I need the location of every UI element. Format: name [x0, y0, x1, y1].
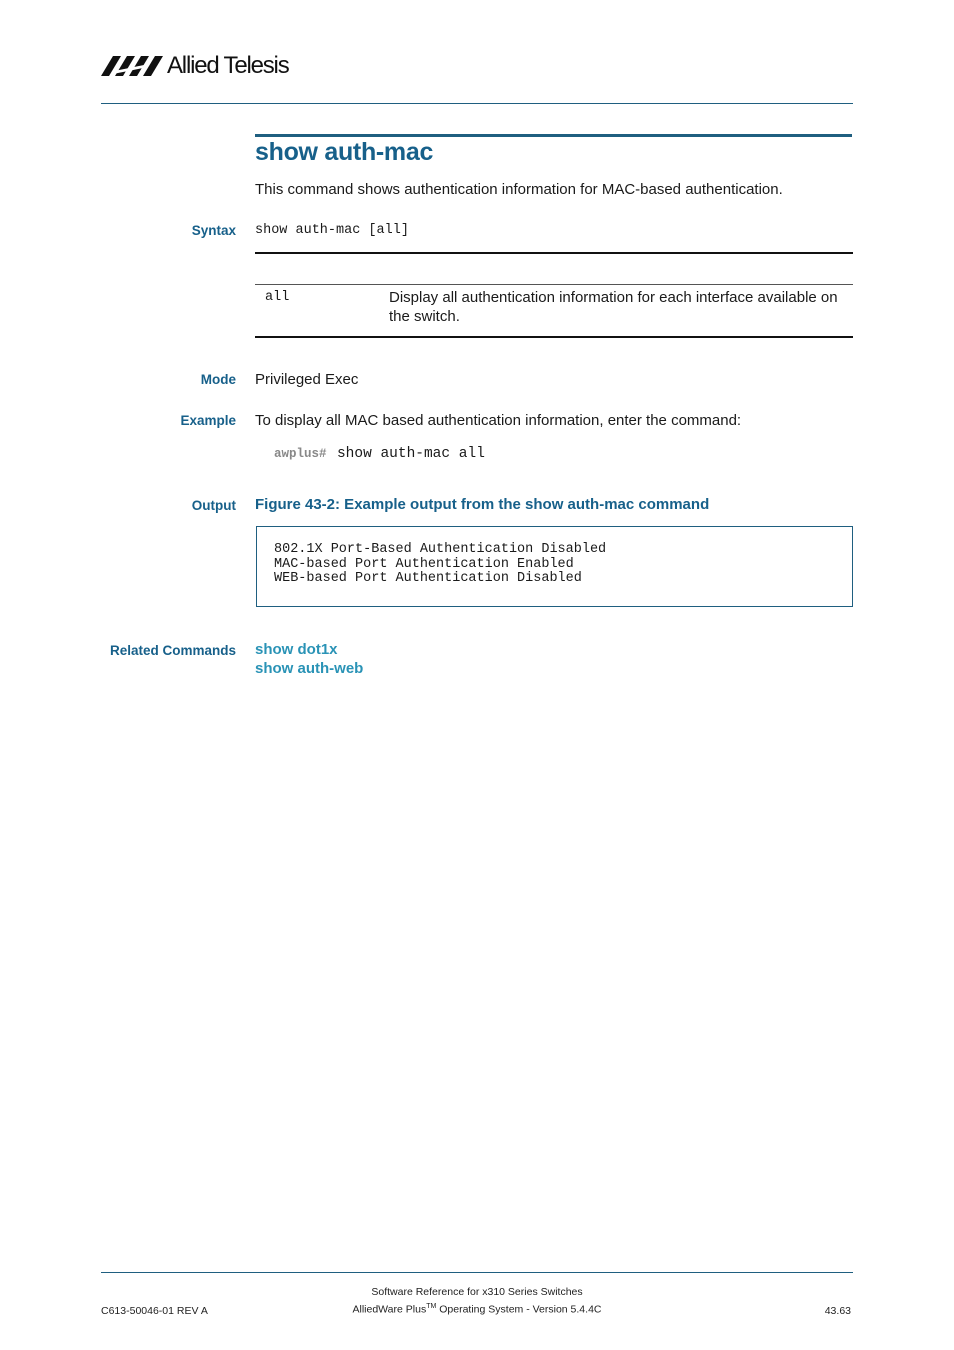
company-logo	[101, 50, 301, 82]
footer-doc-title: Software Reference for x310 Series Switches	[371, 1286, 583, 1298]
page-title: show auth-mac	[255, 138, 434, 166]
logo-text: Allied Telesis	[167, 52, 289, 79]
example-command: show auth-mac all	[336, 446, 485, 462]
figure-caption: Figure 43-2: Example output from the show auth-mac command	[255, 496, 710, 513]
footer-doc-id: C613-50046-01 REV A	[101, 1305, 208, 1317]
footer-os-version	[277, 1303, 677, 1316]
footer-version: Operating System - Version 5.4.4C	[436, 1303, 602, 1316]
footer-page-number: 43.63	[824, 1305, 851, 1317]
title-divider	[255, 134, 852, 137]
cli-prompt: awplus#	[274, 447, 327, 461]
parameter-name: all	[265, 290, 290, 305]
footer-product-name: AlliedWare Plus	[352, 1303, 427, 1316]
output-text	[274, 543, 606, 587]
mode-label: Mode	[200, 372, 236, 387]
table-header-rule	[255, 284, 853, 285]
example-text: To display all MAC based authentication information, enter the command:	[255, 412, 742, 429]
footer-divider	[101, 1272, 853, 1273]
syntax-label: Syntax	[191, 223, 236, 238]
footer-trademark: TM	[426, 1303, 437, 1310]
related-link-show-dot1x[interactable]: show dot1x	[255, 641, 338, 658]
command-description: This command shows authentication information for MAC-based authentication.	[255, 181, 783, 198]
mode-value: Privileged Exec	[255, 371, 359, 388]
syntax-command: show auth-mac [all]	[255, 223, 409, 238]
parameter-description: Display all authentication information for each interface available on the switch.	[389, 289, 838, 325]
allied-telesis-logo-icon	[101, 55, 163, 77]
output-line: 802.1X Port-Based Authentication Disabled	[274, 542, 607, 557]
example-command-line	[274, 444, 485, 462]
table-top-rule	[255, 252, 853, 254]
related-link-show-auth-web[interactable]: show auth-web	[255, 660, 364, 677]
related-commands-label: Related Commands	[109, 643, 236, 658]
header-divider	[101, 103, 853, 104]
output-label: Output	[191, 498, 236, 513]
output-line: MAC-based Port Authentication Enabled	[274, 556, 574, 572]
example-label: Example	[180, 413, 236, 428]
table-bottom-rule	[255, 336, 853, 338]
output-line: WEB-based Port Authentication Disabled	[274, 571, 582, 587]
